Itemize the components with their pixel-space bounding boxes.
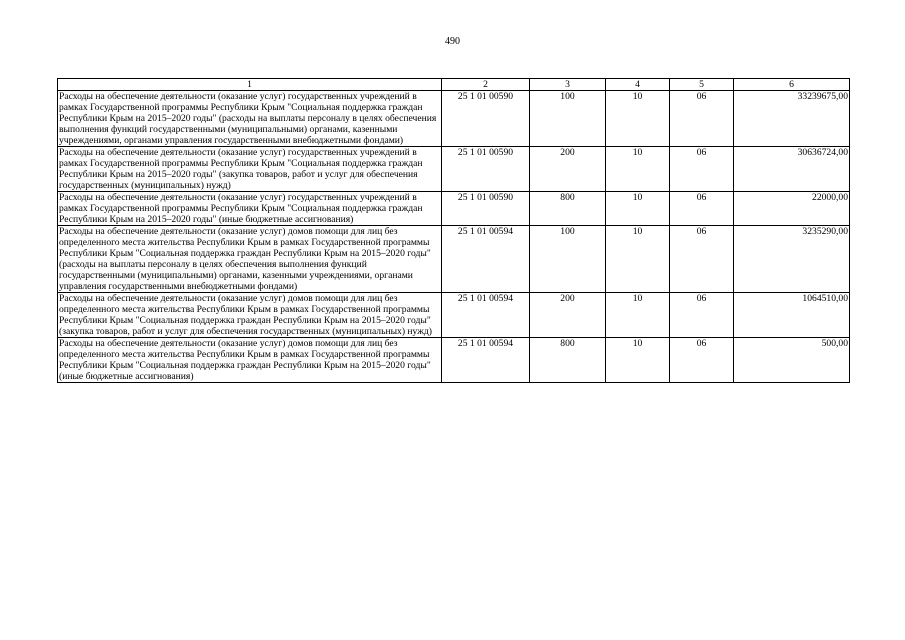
- table-header-row: [58, 79, 850, 91]
- row-subsection: 06: [670, 338, 734, 383]
- row-target-article: 25 1 01 00594: [442, 293, 530, 338]
- row-section: 10: [606, 91, 670, 147]
- column-header-1: 1: [58, 79, 442, 91]
- row-expense-type: 800: [530, 192, 606, 226]
- row-section: 10: [606, 192, 670, 226]
- column-header-5: 5: [670, 79, 734, 91]
- row-amount: 22000,00: [734, 192, 850, 226]
- table-row: [58, 293, 850, 338]
- column-header-6: 6: [734, 79, 850, 91]
- row-subsection: 06: [670, 293, 734, 338]
- table-row: [58, 91, 850, 147]
- row-subsection: 06: [670, 226, 734, 293]
- row-expense-type: 100: [530, 226, 606, 293]
- row-description: Расходы на обеспечение деятельности (оказание услуг) домов помощи для лиц без определенного места жительства Республики Крым в рамках Государственной программы Республики Крым "Социальная поддержка граждан Республики Крым на 2015–2020 годы" (иные бюджетные ассигнования): [58, 338, 442, 383]
- table-row: [58, 147, 850, 192]
- row-description: Расходы на обеспечение деятельности (оказание услуг) государственных учреждений в рамках Государственной программы Республики Крым "Социальная поддержка граждан Республики Крым на 2015–2020 годы" (иные бюджетные ассигнования): [58, 192, 442, 226]
- table-row: [58, 226, 850, 293]
- column-header-3: 3: [530, 79, 606, 91]
- row-target-article: 25 1 01 00594: [442, 338, 530, 383]
- row-target-article: 25 1 01 00590: [442, 91, 530, 147]
- row-section: 10: [606, 147, 670, 192]
- row-subsection: 06: [670, 147, 734, 192]
- table-row: [58, 192, 850, 226]
- row-amount: 3235290,00: [734, 226, 850, 293]
- row-expense-type: 200: [530, 147, 606, 192]
- row-subsection: 06: [670, 91, 734, 147]
- row-subsection: 06: [670, 192, 734, 226]
- row-target-article: 25 1 01 00594: [442, 226, 530, 293]
- row-section: 10: [606, 226, 670, 293]
- row-amount: 500,00: [734, 338, 850, 383]
- row-section: 10: [606, 338, 670, 383]
- row-expense-type: 100: [530, 91, 606, 147]
- column-header-4: 4: [606, 79, 670, 91]
- row-target-article: 25 1 01 00590: [442, 147, 530, 192]
- row-description: Расходы на обеспечение деятельности (оказание услуг) домов помощи для лиц без определенного места жительства Республики Крым в рамках Государственной программы Республики Крым "Социальная поддержка граждан Республики Крым на 2015–2020 годы" (расходы на выплаты персоналу в целях обеспечения выполнения функций государственными (муниципальными) органами, казенными учреждениями, органами управления государственными внебюджетными фондами): [58, 226, 442, 293]
- row-target-article: 25 1 01 00590: [442, 192, 530, 226]
- row-description: Расходы на обеспечение деятельности (оказание услуг) домов помощи для лиц без определенного места жительства Республики Крым в рамках Государственной программы Республики Крым "Социальная поддержка граждан Республики Крым на 2015–2020 годы" (закупка товаров, работ и услуг для обеспечения государственных (муниципальных) нужд): [58, 293, 442, 338]
- column-header-2: 2: [442, 79, 530, 91]
- row-description: Расходы на обеспечение деятельности (оказание услуг) государственных учреждений в рамках Государственной программы Республики Крым "Социальная поддержка граждан Республики Крым на 2015–2020 годы" (закупка товаров, работ и услуг для обеспечения государственных (муниципальных) нужд): [58, 147, 442, 192]
- row-amount: 1064510,00: [734, 293, 850, 338]
- row-amount: 33239675,00: [734, 91, 850, 147]
- row-section: 10: [606, 293, 670, 338]
- table-row: [58, 338, 850, 383]
- row-expense-type: 800: [530, 338, 606, 383]
- budget-table: [57, 78, 850, 383]
- row-expense-type: 200: [530, 293, 606, 338]
- row-description: Расходы на обеспечение деятельности (оказание услуг) государственных учреждений в рамках Государственной программы Республики Крым "Социальная поддержка граждан Республики Крым на 2015–2020 годы" (расходы на выплаты персоналу в целях обеспечения выполнения функций государственными (муниципальными) органами, казенными учреждениями, органами управления государственными внебюджетными фондами): [58, 91, 442, 147]
- page-number: 490: [445, 36, 460, 47]
- row-amount: 30636724,00: [734, 147, 850, 192]
